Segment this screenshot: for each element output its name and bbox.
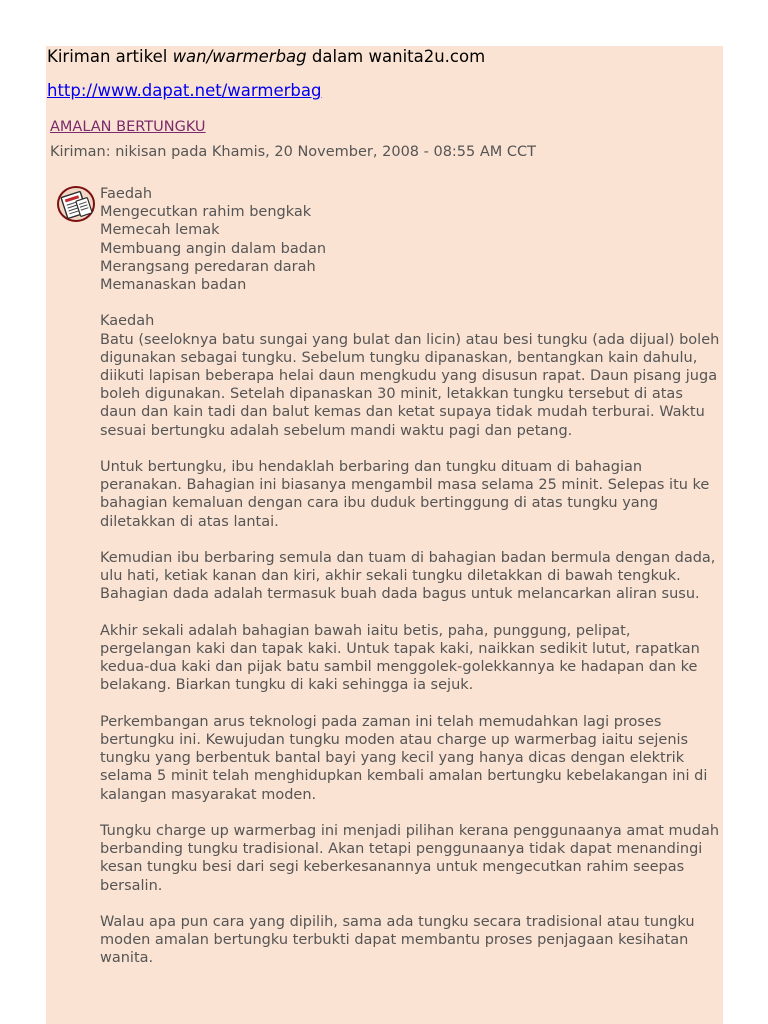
post-meta: Kiriman: nikisan pada Khamis, 20 November, 2008 - 08:55 AM CCT [50,144,537,160]
source-link[interactable]: http://www.dapat.net/warmerbag [47,81,322,100]
kaedah-heading: Kaedah [100,313,155,330]
faedah-section [100,185,722,294]
faedah-heading: Faedah [100,186,153,202]
paragraph: Akhir sekali adalah bahagian bawah iaitu betis, paha, punggung, pelipat, pergelangan kaki dan tapak kaki. Untuk tapak kaki, naikkan sedikit lutut, rapatkan kedua-dua kaki dan pijak batu sambil menggolek-golekkannya ke hadapan dan ke belakang. Biarkan tungku di kaki sehingga ia sejuk. [100,622,700,694]
page-heading [47,46,485,68]
paragraph: Untuk bertungku, ibu hendaklah berbaring dan tungku dituam di bahagian peranakan. Bahagian ini biasanya mengambil masa selama 25 minit. Selepas itu ke bahagian kemaluan dengan cara ibu duduk bertinggung di atas tungku yang diletakkan di atas lantai. [100,459,710,530]
faedah-item: Membuang angin dalam badan [100,240,327,257]
kaedah-text: Batu (seeloknya batu sungai yang bulat dan licin) atau besi tungku (ada dijual) boleh digunakan sebagai tungku. Sebelum tungku dipanaskan, bentangkan kain dahulu, diikuti lapisan beberapa helai daun mengkudu yang disusun rapat. Daun pisang juga boleh digunakan. Setelah dipanaskan 30 minit, letakkan tungku tersebut di atas daun dan kain tadi dan balut kemas dan ketat supaya tidak mudah terburai. Waktu sesuai bertungku adalah sebelum mandi waktu pagi dan petang. [100,331,720,439]
kaedah-section [100,312,722,439]
newspaper-icon [56,185,96,223]
paragraph: Walau apa pun cara yang dipilih, sama ada tungku secara tradisional atau tungku moden amalan bertungku terbukti dapat membantu proses penjagaan kesihatan wanita. [100,914,695,967]
paragraph: Tungku charge up warmerbag ini menjadi pilihan kerana penggunaanya amat mudah berbanding tungku tradisional. Akan tetapi penggunaanya tidak dapat menandingi kesan tungku besi dari segi keberkesanannya untuk mengecutkan rahim seepas bersalin. [100,823,720,894]
paragraph: Perkembangan arus teknologi pada zaman ini telah memudahkan lagi proses bertungku ini. Kewujudan tungku moden atau charge up warmerbag iaitu sejenis tungku yang berbentuk bantal bayi yang kecil yang hanya dicas dengan elektrik selama 5 minit telah menghidupkan kembali amalan bertungku kebelakangan ini di kalangan masyarakat moden. [100,713,708,803]
article-body [100,185,722,986]
heading-prefix: Kiriman artikel [47,47,173,66]
article-title-link[interactable]: AMALAN BERTUNGKU [50,119,206,135]
paragraph: Kemudian ibu berbaring semula dan tuam di bahagian badan bermula dengan dada, ulu hati, ketiak kanan dan kiri, akhir sekali tungku diletakkan di bawah tengkuk. Bahagian dada adalah termasuk buah dada bagus untuk melancarkan aliran susu. [100,550,716,603]
faedah-item: Merangsang peredaran darah [100,258,316,275]
faedah-item: Memanaskan badan [100,277,247,294]
heading-suffix: dalam wanita2u.com [306,47,486,66]
faedah-item: Mengecutkan rahim bengkak [100,204,312,221]
faedah-item: Memecah lemak [100,222,220,239]
heading-author: wan/warmerbag [172,47,307,66]
